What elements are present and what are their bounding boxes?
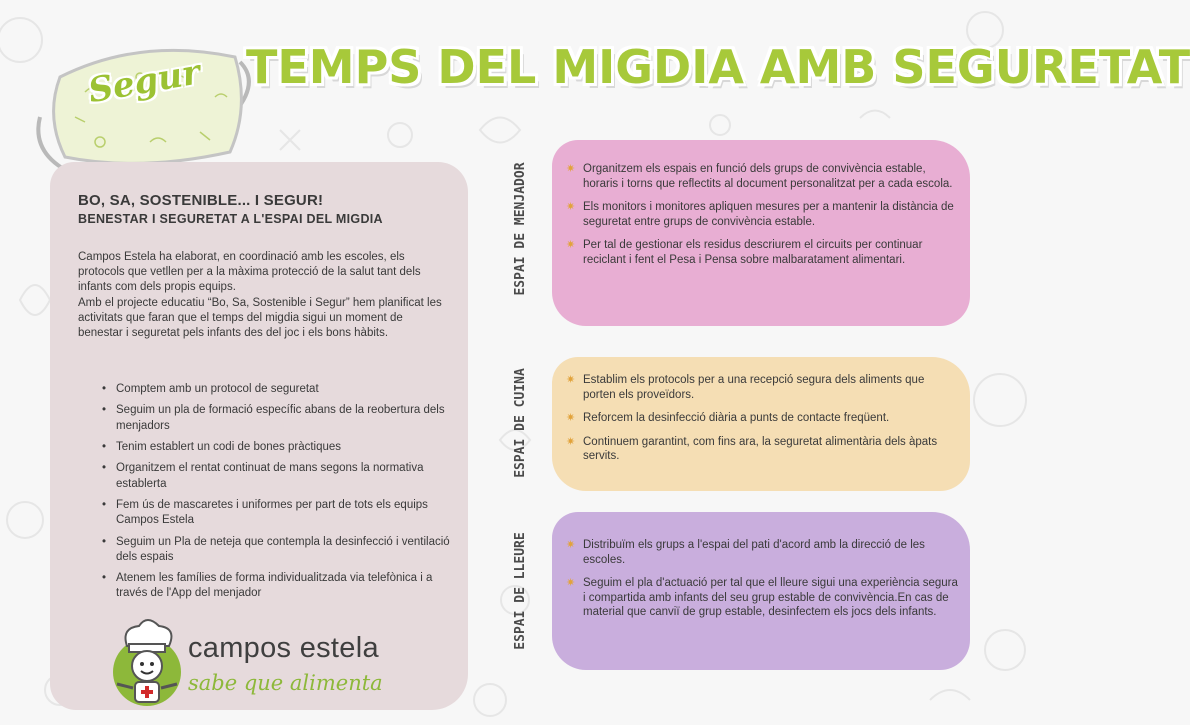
intro-paragraph-1: Campos Estela ha elaborat, en coordinació amb les escoles, els protocols que vetllen per a la màxima protecció de la salut tant dels infants com dels propis equips. bbox=[78, 251, 421, 294]
bullet-icon: • bbox=[102, 383, 107, 395]
list-item: • Seguim un Pla de neteja que contempla la desinfecció i ventilació dels espais bbox=[102, 535, 450, 563]
card-intro bbox=[78, 250, 450, 341]
list-item: • Comptem amb un protocol de seguretat bbox=[102, 382, 450, 397]
page-title: TEMPS DEL MIGDIA AMB SEGURETAT bbox=[246, 40, 1190, 94]
bullet-icon: • bbox=[102, 535, 107, 548]
list-item: ✷ Per tal de gestionar els residus descriurem el circuits per continuar reciclant i fent el Pesa i Pensa sobre malbaratament alimentari. bbox=[566, 239, 923, 266]
card-espai-cuina bbox=[552, 357, 970, 491]
star-icon: ✷ bbox=[566, 239, 576, 251]
list-item: • Tenim establert un codi de bones pràctiques bbox=[102, 440, 450, 455]
cuina-list bbox=[566, 373, 958, 473]
list-item: ✷ Distribuïm els grups a l'espai del pati d'acord amb la direcció de les escoles. bbox=[566, 539, 925, 566]
list-item: • Atenem les famílies de forma individualitzada via telefònica i a través de l'App del menjador bbox=[102, 572, 433, 600]
list-item: ✷ Establim els protocols per a una recepció segura dels aliments que porten els proveïdors. bbox=[566, 374, 925, 401]
card-espai-menjador bbox=[552, 140, 970, 326]
label-espai-lleure: ESPAI DE LLEURE bbox=[513, 532, 528, 650]
card-subtitle: BENESTAR I SEGURETAT A L'ESPAI DEL MIGDIA bbox=[78, 212, 383, 226]
star-icon: ✷ bbox=[566, 577, 576, 589]
star-icon: ✷ bbox=[566, 435, 576, 448]
brand-name: campos estela bbox=[188, 632, 379, 664]
list-item: ✷ Reforcem la desinfecció diària a punts de contacte freqüent. bbox=[566, 412, 890, 424]
menjador-list bbox=[566, 162, 958, 276]
label-espai-menjador: ESPAI DE MENJADOR bbox=[513, 162, 528, 296]
list-item: • Seguim un pla de formació específic abans de la reobertura dels menjadors bbox=[102, 404, 445, 432]
list-item: • Organitzem el rentat continuat de mans segons la normativa establerta bbox=[102, 462, 424, 490]
label-espai-cuina: ESPAI DE CUINA bbox=[513, 368, 528, 478]
brand-tagline: sabe que alimenta bbox=[188, 671, 383, 695]
star-icon: ✷ bbox=[566, 539, 576, 551]
card-title: BO, SA, SOSTENIBLE... I SEGUR! bbox=[78, 192, 324, 209]
measures-list bbox=[102, 382, 450, 608]
star-icon: ✷ bbox=[566, 201, 576, 213]
bullet-icon: • bbox=[102, 404, 107, 417]
star-icon: ✷ bbox=[566, 374, 576, 386]
list-item: • Fem ús de mascaretes i uniformes per part de tots els equips Campos Estela bbox=[102, 498, 428, 527]
intro-paragraph-2: Amb el projecte educatiu “Bo, Sa, Sostenible i Segur” hem planificat les activitats que faran que el temps del migdia sigui un moment de benestar i seguretat pels infants des del joc i els bons hàbits. bbox=[78, 296, 442, 340]
bullet-icon: • bbox=[102, 498, 107, 511]
mask-word-segur: Segur bbox=[85, 52, 204, 112]
list-item: ✷ Seguim el pla d'actuació per tal que el lleure sigui una experiència segura i compartida amb infants del seu grup estable de convivència.En cas de material que canviï de grup estable, desinfectem els jocs dels infants. bbox=[566, 577, 958, 618]
star-icon: ✷ bbox=[566, 412, 576, 424]
list-item: ✷ Continuem garantint, com fins ara, la seguretat alimentària dels àpats servits. bbox=[566, 435, 938, 462]
list-item: ✷ Organitzem els espais en funció dels grups de convivència estable, horaris i torns que reflectits al document personalitzat per a cada escola. bbox=[566, 163, 953, 190]
list-item: ✷ Els monitors i monitores apliquen mesures per a mantenir la distància de seguretat entre grups de convivència estable. bbox=[566, 201, 954, 228]
chef-mascot-logo bbox=[105, 616, 189, 708]
star-icon: ✷ bbox=[566, 163, 576, 175]
bullet-icon: • bbox=[102, 572, 107, 585]
lleure-list bbox=[566, 538, 958, 629]
card-espai-lleure bbox=[552, 512, 970, 670]
bullet-icon: • bbox=[102, 440, 107, 453]
bullet-icon: • bbox=[102, 462, 107, 475]
